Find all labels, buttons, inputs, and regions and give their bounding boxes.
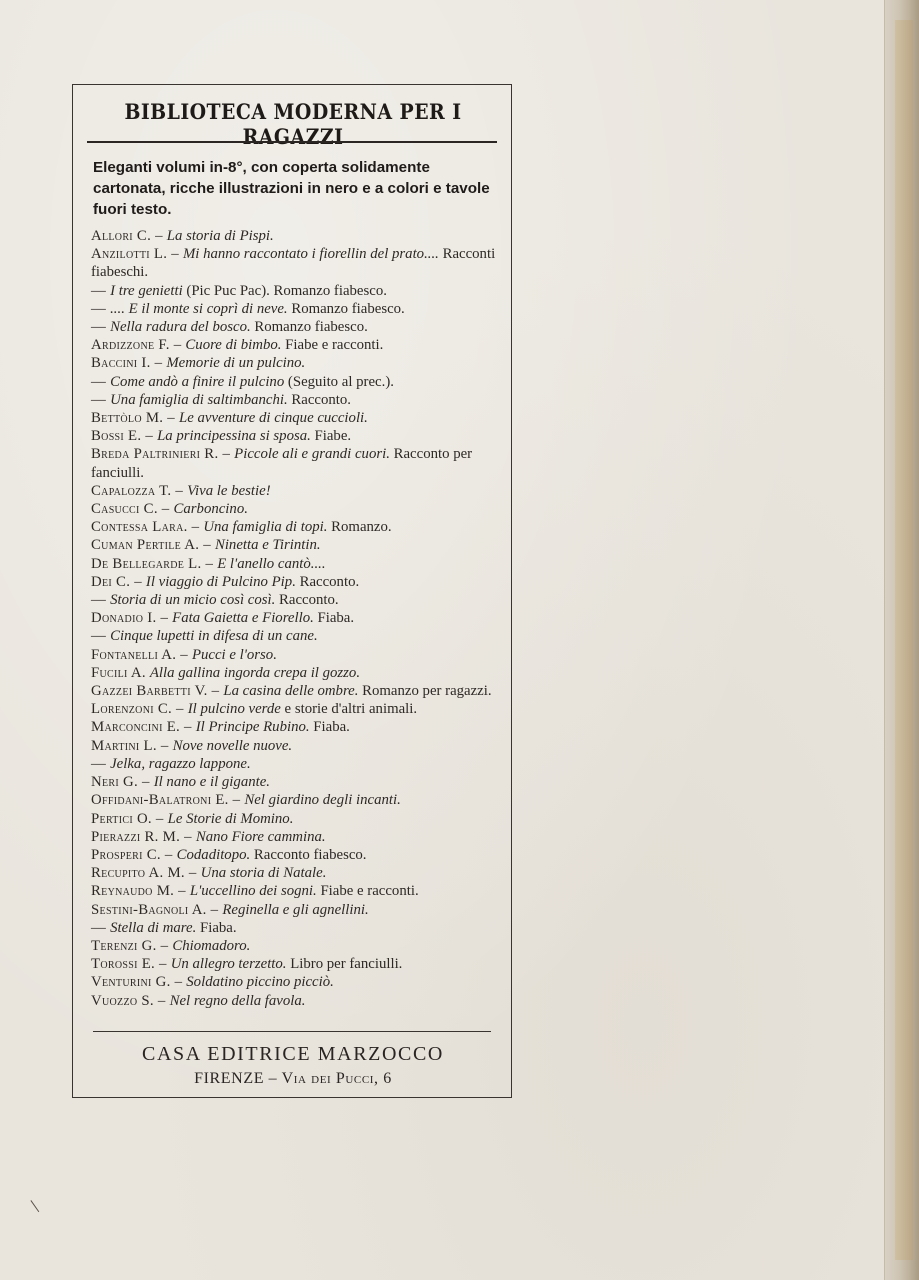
entry-title: I tre genietti (110, 282, 183, 299)
entry-author: — (91, 300, 111, 317)
list-item (91, 901, 501, 919)
list-item (91, 718, 501, 736)
list-item (91, 755, 501, 773)
list-item (91, 518, 501, 536)
list-item (91, 646, 501, 664)
list-item (91, 773, 501, 791)
entry-title: Le avventure di cinque cuccioli. (179, 410, 368, 427)
entry-title: Nano Fiore cammina. (195, 828, 326, 845)
entry-author: Fontanelli A. – (91, 646, 192, 663)
entry-title: Reginella e gli agnellini. (222, 901, 369, 918)
entry-author: Neri G. – (91, 774, 154, 791)
list-item (91, 482, 501, 500)
entry-author: — (91, 755, 111, 772)
entry-author: Dei C. – (91, 573, 146, 590)
list-item (91, 846, 501, 864)
entry-author: Donadio I. – (91, 610, 173, 627)
list-item (91, 828, 501, 846)
entry-title: Le Storie di Momino. (167, 810, 294, 827)
list-item (91, 555, 501, 573)
list-item (91, 937, 501, 955)
entry-title: Nove novelle nuove. (172, 737, 293, 754)
entry-note: Fiaba. (313, 610, 355, 627)
catalog-title: BIBLIOTECA MODERNA PER I RAGAZZI (124, 99, 462, 149)
entry-author: Ardizzone F. – (91, 337, 186, 354)
list-item (91, 864, 501, 882)
entry-author: — (91, 319, 111, 336)
entry-note: Fiabe e racconti. (316, 883, 419, 900)
entry-title: Una storia di Natale. (200, 865, 327, 882)
entry-title: La storia di Pispi. (166, 228, 274, 244)
entry-title: Stella di mare. (110, 919, 197, 936)
list-item (91, 737, 501, 755)
entry-author: — (91, 592, 111, 609)
list-item (91, 919, 501, 937)
entry-note: (Seguito al prec.). (284, 373, 394, 390)
list-item (91, 373, 501, 391)
entry-title: Carboncino. (173, 501, 248, 518)
list-item (91, 245, 501, 281)
list-item (91, 282, 501, 300)
entry-author: Baccini I. – (91, 355, 167, 372)
entry-note: Fiaba. (309, 719, 350, 736)
entry-author: Allori C. – (91, 228, 167, 244)
list-item (91, 336, 501, 354)
entry-title: Soldatino piccino picciò. (186, 974, 334, 991)
entry-author: Pierazzi R. M. – (91, 828, 196, 845)
entry-note: Racconto per fanciulli. (91, 446, 473, 481)
entry-title: Viva le bestie! (187, 482, 271, 499)
entry-title: Nel regno della favola. (169, 992, 306, 1009)
list-item (91, 573, 501, 591)
publisher-rule (93, 1031, 491, 1032)
entry-title: Pucci e l'orso. (191, 646, 277, 663)
entry-author: — (91, 391, 111, 408)
publisher-address: FIRENZE – Via dei Pucci, 6 (194, 1070, 392, 1087)
entry-title: La casina delle ombre. (223, 683, 359, 700)
entry-title: Memorie di un pulcino. (166, 355, 306, 372)
entry-author: Prosperi C. – (91, 846, 177, 863)
entry-author: De Bellegarde L. – (91, 555, 218, 572)
entry-title: Il nano e il gigante. (153, 774, 270, 791)
list-item (91, 391, 501, 409)
entry-title: Nel giardino degli incanti. (244, 792, 401, 809)
entry-title: Fata Gaietta e Fiorello. (172, 610, 314, 627)
entry-title: Jelka, ragazzo lappone. (110, 755, 251, 772)
entry-author: Capalozza T. – (91, 482, 188, 499)
entry-author: Casucci C. – (91, 501, 174, 518)
entry-title: Il Principe Rubino. (195, 719, 310, 736)
entry-title: Come andò a finire il pulcino (110, 373, 285, 390)
book-list (91, 227, 501, 1010)
list-item (91, 791, 501, 809)
list-item (91, 227, 501, 245)
list-item (91, 300, 501, 318)
entry-author: — (91, 628, 111, 645)
list-item (91, 591, 501, 609)
entry-author: Vuozzo S. – (91, 992, 170, 1009)
entry-title: Un allegro terzetto. (170, 956, 287, 973)
entry-author: Torossi E. – (91, 956, 171, 973)
list-item (91, 427, 501, 445)
entry-note: Fiaba. (196, 919, 237, 936)
entry-title: Piccole ali e grandi cuori. (234, 446, 390, 463)
entry-title: L'uccellino dei sogni. (189, 883, 317, 900)
entry-author: Terenzi G. – (91, 937, 173, 954)
entry-note: Romanzo fiabesco. (287, 300, 405, 317)
list-item (91, 700, 501, 718)
list-item (91, 318, 501, 336)
entry-title: Il viaggio di Pulcino Pip. (145, 573, 296, 590)
entry-title: Alla gallina ingorda crepa il gozzo. (149, 664, 361, 681)
list-item (91, 409, 501, 427)
entry-note: Fiabe e racconti. (281, 337, 384, 354)
entry-note: Libro per fanciulli. (286, 956, 403, 973)
entry-title: Mi hanno raccontato i fiorellin del prato.... (182, 246, 439, 263)
publisher-name: CASA EDITRICE MARZOCCO (142, 1043, 444, 1065)
entry-title: Storia di un micio così così. (110, 592, 276, 609)
entry-note: e storie d'altri animali. (280, 701, 418, 718)
entry-author: Gazzei Barbetti V. – (91, 683, 224, 700)
entry-author: Breda Paltrinieri R. – (91, 446, 235, 463)
entry-note: Racconti fiabeschi. (91, 246, 496, 281)
list-item (91, 536, 501, 554)
entry-title: Una famiglia di saltimbanchi. (110, 391, 288, 408)
spine-tape (895, 20, 913, 1260)
entry-note: Racconto. (287, 391, 351, 408)
list-item (91, 810, 501, 828)
entry-author: Martini L. – (91, 737, 173, 754)
entry-title: Codaditopo. (176, 846, 251, 863)
entry-author: Venturini G. – (91, 974, 187, 991)
entry-author: Reynaudo M. – (91, 883, 190, 900)
entry-author: Cuman Pertile A. – (91, 537, 215, 554)
book-spine-edge (884, 0, 919, 1280)
catalog-intro: Eleganti volumi in-8°, con coperta solidamente cartonata, ricche illustrazioni in nero e a colori e tavole fuori testo. (93, 159, 490, 218)
entry-note: Racconto fiabesco. (250, 846, 367, 863)
list-item (91, 500, 501, 518)
list-item (91, 445, 501, 481)
entry-author: Contessa Lara. – (91, 519, 204, 536)
entry-note: Romanzo. (327, 519, 392, 536)
catalog-box (72, 84, 512, 1098)
entry-title: .... E il monte si coprì di neve. (110, 300, 288, 317)
entry-note: (Pic Puc Pac). Romanzo fiabesco. (182, 282, 387, 299)
entry-author: — (91, 919, 111, 936)
entry-author: — (91, 282, 111, 299)
entry-title: Nella radura del bosco. (110, 319, 251, 336)
list-item (91, 955, 501, 973)
entry-note: Racconto. (275, 592, 339, 609)
entry-author: Bettòlo M. – (91, 410, 179, 427)
entry-author: Lorenzoni C. – (91, 701, 188, 718)
entry-note: Racconto. (295, 573, 360, 590)
entry-author: Fucili A. (91, 664, 150, 681)
list-item (91, 882, 501, 900)
list-item (91, 992, 501, 1010)
list-item (91, 664, 501, 682)
entry-title: Il pulcino verde (187, 701, 281, 718)
entry-author: Marconcini E. – (91, 719, 196, 736)
title-rule (87, 141, 497, 143)
entry-title: Cinque lupetti in difesa di un cane. (110, 628, 318, 645)
entry-author: Pertici O. – (91, 810, 168, 827)
entry-title: Ninetta e Tirintin. (214, 537, 321, 554)
entry-note: Romanzo per ragazzi. (358, 683, 492, 700)
entry-author: Anzilotti L. – (91, 246, 183, 263)
entry-author: Bossi E. – (91, 428, 158, 445)
entry-title: Chiomadoro. (172, 937, 251, 954)
entry-author: — (91, 373, 111, 390)
list-item (91, 973, 501, 991)
entry-note: Romanzo fiabesco. (250, 319, 368, 336)
entry-title: Una famiglia di topi. (203, 519, 328, 536)
entry-author: Sestini-Bagnoli A. – (91, 901, 223, 918)
list-item (91, 627, 501, 645)
entry-note: Fiabe. (310, 428, 352, 445)
list-item (91, 354, 501, 372)
entry-title: La principessina si sposa. (157, 428, 311, 445)
entry-title: Cuore di bimbo. (185, 337, 282, 354)
entry-author: Offidani-Balatroni E. – (91, 792, 245, 809)
entry-title: E l'anello cantò.... (217, 555, 326, 572)
list-item (91, 609, 501, 627)
entry-author: Recupito A. M. – (91, 865, 201, 882)
list-item (91, 682, 501, 700)
